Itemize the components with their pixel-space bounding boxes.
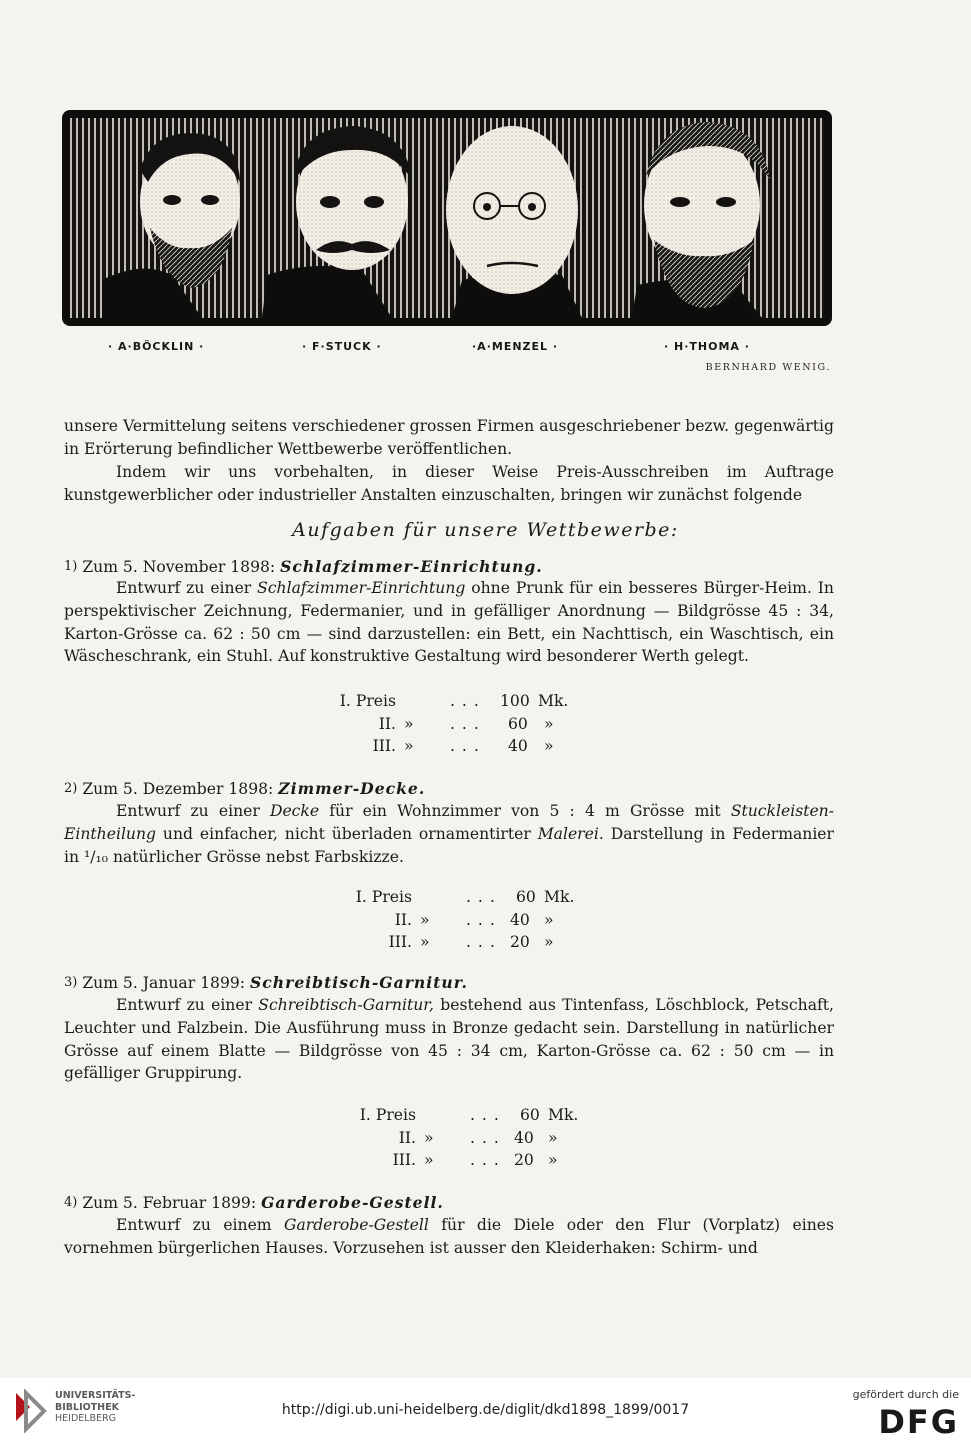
task-1-title: Schlafzimmer-Einrichtung. — [280, 557, 543, 576]
prize-ditto: » — [404, 737, 420, 756]
task-3-number: 3) — [64, 975, 78, 990]
caption-boecklin: · A·BÖCKLIN · — [108, 340, 205, 353]
prize-rank: II. — [398, 1128, 416, 1147]
task-4-description — [64, 1214, 834, 1260]
intro-paragraph-2: Indem wir uns vorbehalten, in dieser Weise Preis-Ausschreiben im Auftrage kunstgewerblicher oder industrieller Anstalten einzuschalten, bringen wir zunächst folgende — [64, 463, 834, 504]
prize-row — [322, 690, 622, 713]
prize-row — [342, 1127, 642, 1150]
text-run: Entwurf zu einem — [116, 1216, 284, 1234]
prize-rank: II. — [378, 714, 396, 733]
prize-amount: 60 — [520, 1106, 540, 1124]
dfg-logo: DFG — [878, 1403, 959, 1441]
task-2-title: Zimmer-Decke. — [278, 779, 426, 798]
prize-unit: Mk. — [544, 888, 575, 906]
prize-unit: » — [548, 1128, 558, 1147]
task-1-number: 1) — [64, 559, 78, 574]
task-2-prize-table — [338, 886, 638, 954]
prize-unit: » — [544, 714, 554, 733]
caption-stuck: · F·STUCK · — [302, 340, 382, 353]
prize-row — [338, 909, 638, 932]
prize-dots: . . . — [466, 933, 496, 952]
prize-amount: 60 — [508, 714, 528, 733]
text-run-italic: Schlafzimmer-Einrichtung — [257, 579, 466, 597]
text-run: Entwurf zu einer — [116, 579, 258, 597]
text-run-italic: Malerei. — [537, 824, 604, 843]
prize-amount: 20 — [510, 933, 530, 952]
text-run: Darstellung in Federmanier in ¹/₁₀ natürlicher Grösse nebst Farbskizze. — [64, 824, 834, 866]
task-1-prize-table — [322, 690, 622, 758]
prize-unit: Mk. — [548, 1106, 579, 1124]
text-run-italic: Decke — [269, 802, 320, 820]
prize-dots: . . . — [450, 737, 480, 756]
prize-amount: 40 — [508, 737, 528, 756]
prize-row — [342, 1104, 642, 1127]
portrait-woodcut-illustration — [62, 110, 832, 326]
prize-row — [322, 735, 622, 758]
task-2-number: 2) — [64, 781, 78, 796]
prize-dots: . . . — [466, 910, 496, 929]
portrait-captions — [62, 340, 832, 360]
caption-thoma: · H·THOMA · — [664, 340, 750, 353]
prize-ditto: » — [404, 714, 420, 733]
prize-row — [322, 713, 622, 736]
prize-dots: . . . — [450, 692, 480, 710]
text-run-italic: Schreibtisch-Garnitur, — [258, 996, 434, 1014]
portrait-menzel — [446, 126, 582, 318]
prize-dots: . . . — [450, 714, 480, 733]
prize-ditto: » — [424, 1151, 440, 1170]
prize-rank: II. — [394, 910, 412, 929]
prize-ditto: » — [424, 1128, 440, 1147]
task-3-date: Zum 5. Januar 1899: — [82, 974, 246, 992]
prize-dots: . . . — [470, 1151, 500, 1170]
prize-rank: III. — [372, 737, 396, 756]
prize-dots: . . . — [466, 888, 496, 906]
prize-amount: 20 — [514, 1151, 534, 1170]
intro-paragraph-1: unsere Vermittelung seitens verschiedener grossen Firmen ausgeschriebener bezw. gegenwärtig in Erörterung befindlicher Wettbewerbe veröffentlichen. — [64, 417, 834, 458]
caption-menzel: ·A·MENZEL · — [472, 340, 559, 353]
prize-amount: 100 — [500, 692, 530, 710]
text-run: für die Diele oder den Flur (Vorplatz) eines vornehmen bürgerlichen Hauses. Vorzusehen ist ausser den Kleiderhaken: Schirm- und — [64, 1216, 834, 1257]
text-run: für ein Wohnzimmer von 5 : 4 m Grösse mit — [319, 802, 731, 820]
task-2-header — [64, 778, 834, 800]
prize-unit: » — [548, 1151, 558, 1170]
prize-row — [342, 1149, 642, 1172]
prize-amount: 40 — [510, 910, 530, 929]
task-4-header — [64, 1192, 834, 1214]
prize-rank: I. Preis — [339, 692, 396, 710]
prize-amount: 60 — [516, 888, 536, 906]
text-run: und einfacher, nicht überladen ornamentirter — [156, 824, 538, 843]
text-run-italic: Stuckleisten-Eintheilung — [64, 802, 834, 843]
prize-row — [338, 886, 638, 909]
prize-amount: 40 — [514, 1128, 534, 1147]
prize-ditto: » — [420, 910, 436, 929]
library-name-line: UNIVERSITÄTS- — [55, 1390, 136, 1401]
text-run: Entwurf zu einer — [116, 996, 259, 1014]
prize-unit: » — [544, 910, 554, 929]
sponsor-label: gefördert durch die — [852, 1388, 959, 1401]
prize-unit: Mk. — [538, 692, 569, 710]
digitization-footer — [0, 1378, 971, 1448]
library-name-line: BIBLIOTHEK — [55, 1401, 119, 1413]
prize-unit: » — [544, 737, 554, 756]
prize-rank: III. — [392, 1151, 416, 1170]
prize-ditto: » — [420, 933, 436, 952]
text-run: Entwurf zu einer — [116, 802, 270, 820]
prize-unit: » — [544, 933, 554, 952]
text-run-italic: Garderobe-Gestell — [283, 1216, 429, 1234]
task-2-description — [64, 800, 834, 868]
library-name-line: HEIDELBERG — [55, 1413, 117, 1424]
prize-row — [338, 931, 638, 954]
task-1-description — [64, 577, 834, 668]
portrait-woodcut-banner — [62, 110, 832, 326]
text-run: ohne Prunk für ein besseres Bürger-Heim. In perspektivischer Zeichnung, Federmanier, und in gefälliger Anordnung — Bildgrösse 45 : 34, Karton-Grösse ca. 62 : 50 cm — sind darzustellen: ein Bett, ein Nachttisch, ein Waschtisch, ein Wäscheschrank, ein Stuhl. Auf konstruktive Gestaltung wird besonderer Werth gelegt. — [64, 579, 834, 666]
prize-rank: III. — [388, 933, 412, 952]
task-3-header — [64, 972, 834, 994]
task-3-title: Schreibtisch-Garnitur. — [250, 973, 468, 992]
text-run: bestehend aus Tintenfass, Löschblock, Petschaft, Leuchter und Falzbein. Die Ausführung muss in Bronze gedacht sein. Darstellung in natürlicher Grösse auf einem Blatte — Bildgrösse von 45 : 34 cm, Karton-Grösse ca. 62 : 50 cm — in gefälliger Gruppirung. — [64, 996, 834, 1083]
prize-rank: I. Preis — [355, 888, 412, 906]
task-4-number: 4) — [64, 1195, 78, 1210]
task-4-title: Garderobe-Gestell. — [261, 1193, 444, 1212]
task-3-prize-table — [342, 1104, 642, 1172]
task-2-date: Zum 5. Dezember 1898: — [82, 780, 274, 798]
prize-dots: . . . — [470, 1106, 500, 1124]
task-1-header — [64, 556, 834, 578]
prize-dots: . . . — [470, 1128, 500, 1147]
permalink-url[interactable]: http://digi.ub.uni-heidelberg.de/diglit/dkd1898_1899/0017 — [281, 1402, 690, 1418]
prize-rank: I. Preis — [359, 1106, 416, 1124]
section-heading: Aufgaben für unsere Wettbewerbe: — [292, 519, 679, 541]
task-1-date: Zum 5. November 1898: — [82, 558, 276, 576]
task-3-description — [64, 994, 834, 1085]
artist-credit: BERNHARD WENIG. — [705, 362, 831, 373]
task-4-date: Zum 5. Februar 1899: — [82, 1194, 257, 1212]
